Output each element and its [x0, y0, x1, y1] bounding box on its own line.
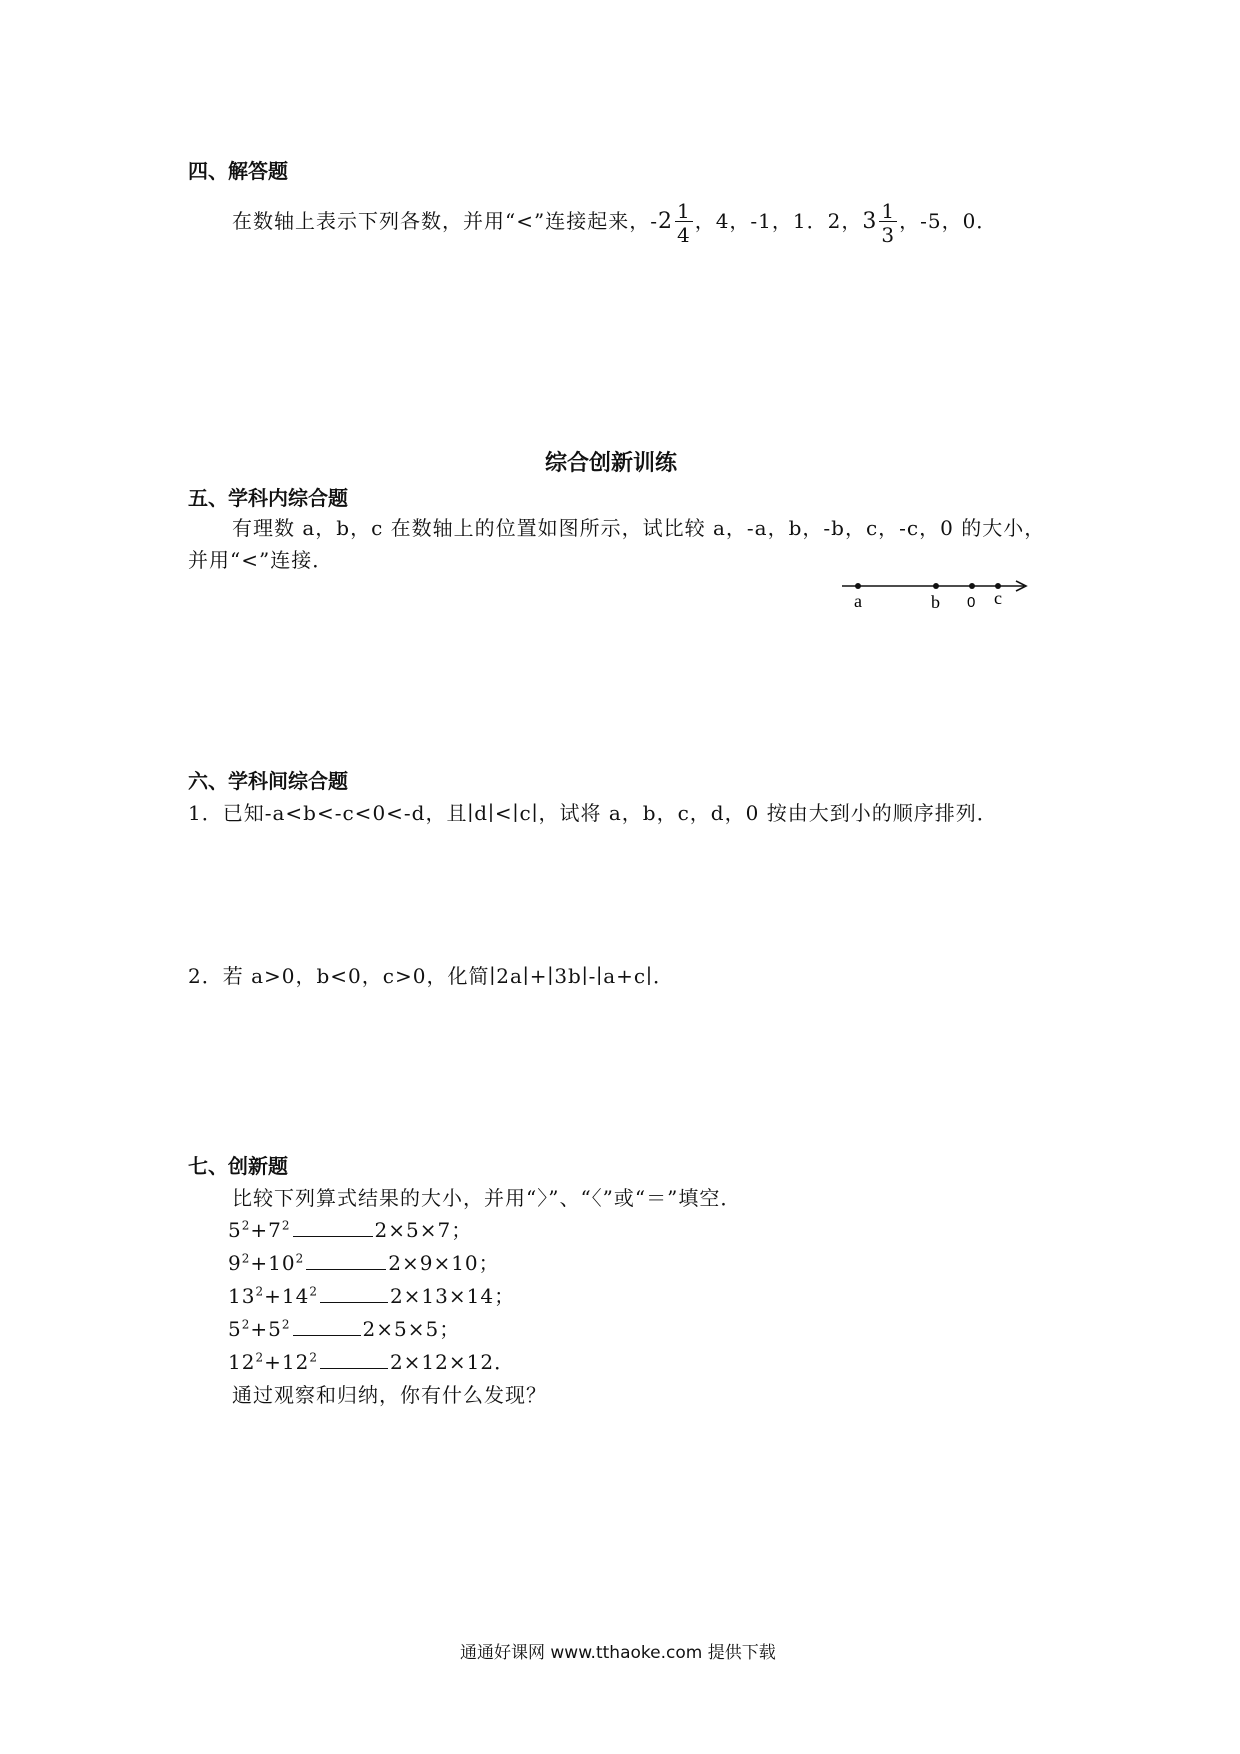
number-line-figure [838, 572, 1038, 614]
mixed-number-1: 2 $\frac{1}{4}$ [657, 198, 691, 247]
label-b: b [931, 592, 940, 612]
point-origin [969, 583, 975, 589]
section-7-intro: 比较下列算式结果的大小，并用“〉”、“〈”或“＝”填空． [232, 1186, 742, 1210]
section-7-closing: 通过观察和归纳，你有什么发现？ [232, 1383, 547, 1407]
answer-blank-5[interactable] [320, 1352, 388, 1369]
section-6-heading: 六、学科间综合题 [188, 769, 348, 793]
answer-blank-1[interactable] [293, 1220, 373, 1237]
point-b [933, 583, 939, 589]
answer-blank-2[interactable] [306, 1253, 386, 1270]
q4-text-b: ，4，-1，1．2， [694, 209, 863, 233]
label-a: a [854, 591, 862, 611]
expression-1: $5^2+7^2$ 2×5×7； [228, 1218, 473, 1242]
answer-blank-4[interactable] [293, 1319, 361, 1336]
mixed-number-2: 3 $\frac{1}{3}$ [862, 198, 896, 247]
label-c: c [994, 588, 1002, 608]
section-5-heading: 五、学科内综合题 [188, 486, 348, 510]
section-4-question [232, 194, 997, 249]
section-6-question-2: 2．若 a>0，b<0，c>0，化简∣2a∣+∣3b∣-∣a+c∣． [188, 964, 674, 988]
expression-3: $13^2+14^2$ 2×13×14； [228, 1284, 516, 1308]
label-origin: 0 [967, 594, 976, 611]
page-title: 综合创新训练 [545, 451, 678, 476]
section-7-heading: 七、创新题 [188, 1154, 288, 1178]
section-6-question-1: 1．已知-a<b<-c<0<-d，且∣d∣<∣c∣，试将 a，b，c，d，0 按由大到小的顺序排列． [188, 801, 998, 825]
expression-4: $5^2+5^2$ 2×5×5； [228, 1317, 461, 1341]
point-a [855, 583, 861, 589]
section-5-line-1: 有理数 a，b，c 在数轴上的位置如图所示，试比较 a，-a，b，-b，c，-c，0 的大小， [232, 516, 1046, 540]
q4-text-a: 在数轴上表示下列各数，并用“<”连接起来，- [232, 209, 658, 233]
answer-blank-3[interactable] [320, 1286, 388, 1303]
expression-2: $9^2+10^2$ 2×9×10； [228, 1251, 500, 1275]
expression-5: $12^2+12^2$ 2×12×12． [228, 1350, 516, 1374]
section-4-heading: 四、解答题 [188, 159, 288, 183]
page-footer: 通通好课网 www.tthaoke.com 提供下载 [460, 1643, 776, 1663]
section-5-line-2: 并用“<”连接． [188, 548, 334, 572]
q4-text-c: ，-5，0． [899, 209, 998, 233]
